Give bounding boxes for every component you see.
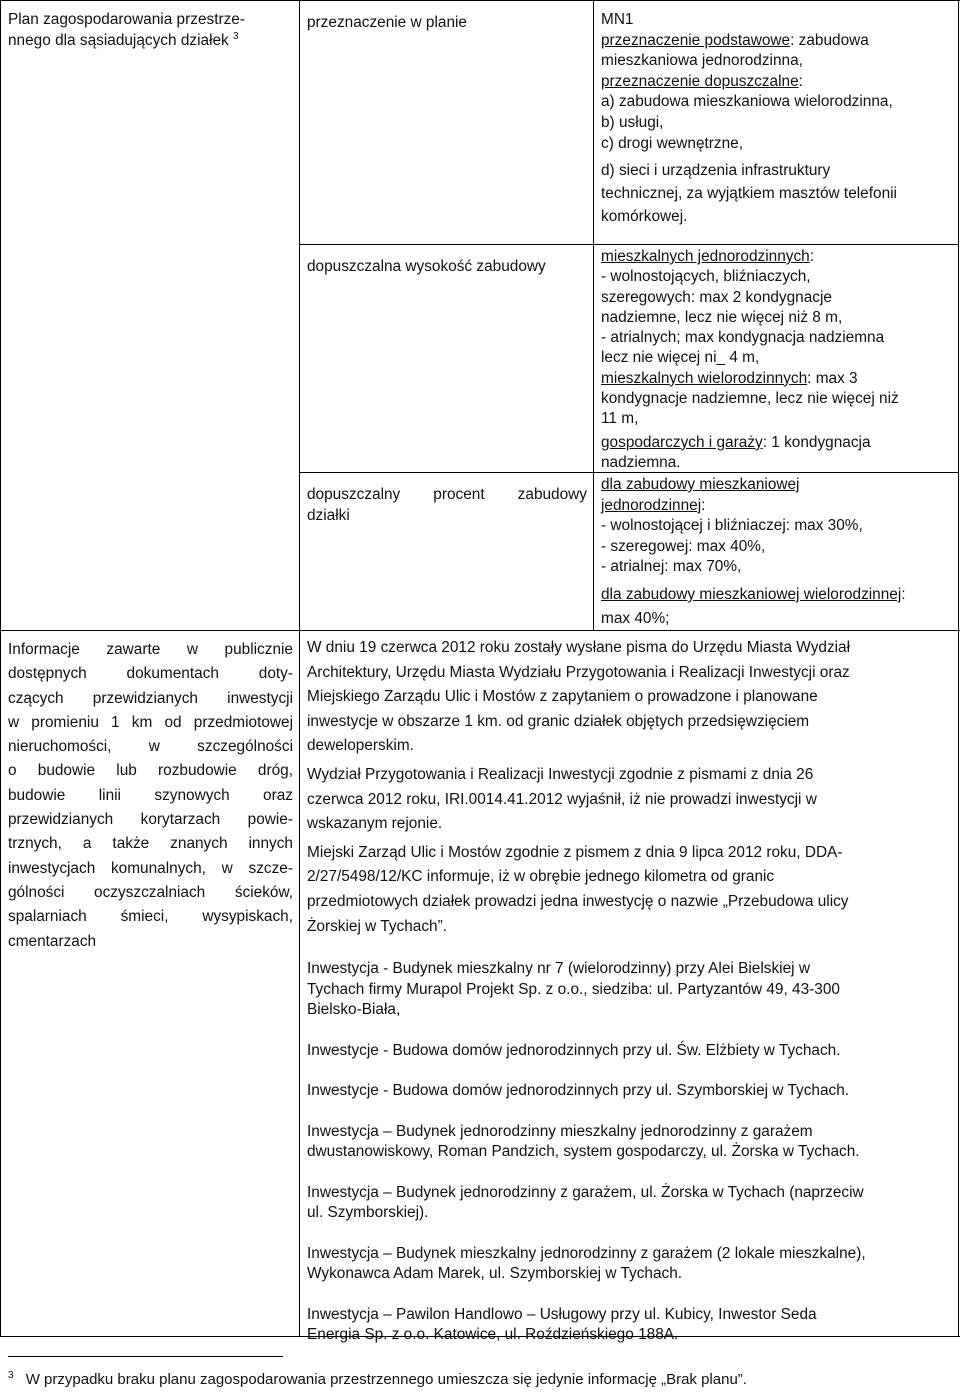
investments-info-label-line: gólności oczyszczalniach ścieków,	[8, 883, 293, 901]
investments-info-label-line: dostępnych dokumentach doty-	[8, 665, 293, 683]
coverage-multi-family-colon: :	[901, 585, 906, 603]
paragraph-mzuim-response-line: Miejski Zarząd Ulic i Mostów zgodnie z pismem z dnia 9 lipca 2012 roku, DDA-	[307, 843, 843, 861]
paragraph-mzuim-response-line: Żorskiej w Tychach”.	[307, 917, 447, 935]
investment-item-line: Inwestycja – Pawilon Handlowo – Usługowy przy ul. Kubicy, Inwestor Seda	[307, 1305, 817, 1323]
coverage-single-family	[601, 475, 957, 496]
height-line-8: nadziemna.	[601, 453, 681, 471]
footnote-separator	[8, 1356, 283, 1357]
height-label: dopuszczalna wysokość zabudowy	[307, 258, 546, 275]
coverage-line-4: max 40%;	[601, 609, 670, 627]
paragraph-letters-sent-line: Miejskiego Zarządu Ulic i Mostów z zapytaniem o prowadzone i planowane	[307, 688, 818, 706]
height-value	[601, 247, 956, 473]
height-line-6: kondygnacje nadziemne, lecz nie więcej niż	[601, 390, 899, 408]
investment-item	[307, 1041, 955, 1062]
zone-code: MN1	[601, 11, 634, 28]
coverage-value	[601, 475, 957, 631]
inner-column-divider	[593, 0, 594, 631]
investments-info-label-line: budowie linii szynowych oraz	[8, 786, 293, 804]
allowed-item-c: c) drogi wewnętrzne,	[601, 134, 743, 152]
footnote	[8, 1370, 953, 1391]
investments-info-label-line: spalarniach śmieci, wysypiskach,	[8, 908, 293, 926]
plan-title	[8, 10, 293, 51]
investments-info-label-line: nieruchomości, w szczególności	[8, 738, 293, 756]
plan-purpose-value	[601, 10, 956, 228]
height-line-3: nadziemne, lecz nie więcej niż 8 m,	[601, 308, 843, 326]
plan-title-text: nnego dla sąsiadujących działek	[8, 31, 229, 49]
height-multi-family-value: : max 3	[807, 369, 858, 387]
investment-item	[307, 1122, 955, 1163]
allowed-purpose-colon: :	[798, 72, 803, 90]
coverage-line-2: - szeregowej: max 40%,	[601, 537, 766, 555]
allowed-item-a: a) zabudowa mieszkaniowa wielorodzinna,	[601, 93, 893, 111]
allowed-item-d-line-3: komórkowej.	[601, 208, 688, 226]
footnote-ref: 3	[233, 30, 239, 42]
investment-item-line: dwustanowiskowy, Roman Pandzich, system gospodarczy, ul. Żorska w Tychach.	[307, 1143, 860, 1161]
investments-info-value	[307, 636, 955, 1366]
investments-info-label-line: czących przewidzianych inwestycji	[8, 689, 293, 707]
allowed-item-d: d) sieci i urządzenia infrastruktury	[601, 162, 831, 180]
investment-item	[307, 1081, 955, 1102]
investments-info-label-line: trznych, a także znanych innych	[8, 835, 293, 853]
height-garages-value: : 1 kondygnacja	[762, 433, 871, 451]
investment-item-line: Inwestycje - Budowa domów jednorodzinnych przy ul. Szymborskiej w Tychach.	[307, 1082, 850, 1100]
paragraph-letters-sent-line: Architektury, Urzędu Miasta Wydziału Przygotowania i Realizacji Inwestycji oraz	[307, 663, 850, 681]
allowed-item-b: b) usługi,	[601, 113, 664, 131]
investments-info-label-line: inwestycjach komunalnych, w szcze-	[8, 859, 293, 877]
paragraph-mzuim-response	[307, 841, 955, 939]
height-line-7: 11 m,	[601, 410, 639, 428]
plan-title-line-2	[8, 31, 293, 52]
coverage-line-3: - atrialnej: max 70%,	[601, 558, 742, 576]
investment-item-line: Inwestycja – Budynek mieszkalny jednorodzinny z garażem (2 lokale mieszkalne),	[307, 1244, 866, 1262]
allowed-item-d-line-2: technicznej, za wyjątkiem masztów telefonii	[601, 185, 897, 203]
investment-item-line: ul. Szymborskiej).	[307, 1204, 429, 1222]
height-garages-label: gospodarczych i garaży	[601, 433, 763, 451]
investment-item	[307, 1244, 955, 1285]
coverage-single-family-label: dla zabudowy mieszkaniowej	[601, 476, 800, 493]
height-line-2: szeregowych: max 2 kondygnacje	[601, 288, 832, 306]
coverage-multi-family-label: dla zabudowy mieszkaniowej wielorodzinnej	[601, 585, 902, 603]
investment-item	[307, 1183, 955, 1224]
coverage-label-line-1: dopuszczalny procent zabudowy	[307, 486, 587, 503]
height-single-family	[601, 247, 956, 267]
column-divider	[299, 0, 300, 1337]
table-border-left	[0, 0, 1, 1337]
coverage-label-line-2: działki	[307, 506, 350, 524]
footnote-text: W przypadku braku planu zagospodarowania przestrzennego umieszcza się jedynie informację „Brak planu”.	[25, 1371, 747, 1388]
coverage-multi-family	[601, 583, 957, 607]
height-garages	[601, 433, 956, 453]
paragraph-iri-response-line: czerwca 2012 roku, IRI.0014.41.2012 wyjaśnił, iż nie prowadzi inwestycji w	[307, 790, 817, 808]
coverage-label	[307, 485, 587, 526]
investment-item-line: Inwestycja – Budynek jednorodzinny mieszkalny jednorodzinny z garażem	[307, 1122, 813, 1140]
height-single-family-label: mieszkalnych jednorodzinnych	[601, 248, 810, 265]
primary-purpose-label: przeznaczenie podstawowe	[601, 31, 791, 49]
paragraph-iri-response	[307, 763, 955, 837]
investment-item-line: Bielsko-Biała,	[307, 1001, 401, 1019]
table-border-top	[0, 0, 960, 1]
height-line-5: lecz nie więcej ni_ 4 m,	[601, 349, 760, 367]
paragraph-letters-sent-line: inwestycje w obszarze 1 km. od granic działek objętych przedsięwzięciem	[307, 712, 810, 730]
investment-item-line: Inwestycje - Budowa domów jednorodzinnych przy ul. Św. Elżbiety w Tychach.	[307, 1041, 841, 1059]
inner-row-divider-1	[299, 244, 959, 245]
primary-purpose-value: : zabudowa	[790, 31, 869, 49]
investment-item-line: Wykonawca Adam Marek, ul. Szymborskiej w Tychach.	[307, 1265, 683, 1283]
height-line-1: - wolnostojących, bliźniaczych,	[601, 268, 811, 286]
investments-info-label-line: cmentarzach	[8, 932, 97, 950]
paragraph-letters-sent-line: W dniu 19 czerwca 2012 roku zostały wysłane pisma do Urzędu Miasta Wydział	[307, 639, 851, 656]
paragraph-letters-sent-line: deweloperskim.	[307, 737, 414, 755]
investments-info-label-line: w promieniu 1 km od przedmiotowej	[8, 713, 293, 731]
allowed-purpose	[601, 72, 956, 93]
height-single-family-colon: :	[809, 248, 815, 265]
investments-info-label-line: Informacje zawarte w publicznie	[8, 641, 293, 658]
plan-purpose-label: przeznaczenie w planie	[307, 14, 467, 31]
investment-item-line: Tychach firmy Murapol Projekt Sp. z o.o., siedziba: ul. Partyzantów 49, 43-300	[307, 980, 840, 998]
investments-info-label-line: o budowie lub rozbudowie dróg,	[8, 762, 293, 780]
coverage-single-family-colon: :	[701, 496, 706, 514]
investment-item-line: Inwestycja - Budynek mieszkalny nr 7 (wielorodzinny) przy Alei Bielskiej w	[307, 960, 810, 978]
investment-item	[307, 1305, 955, 1346]
paragraph-mzuim-response-line: przedmiotowych działek prowadzi jedna inwestycję o nazwie „Przebudowa ulicy	[307, 892, 849, 910]
primary-purpose	[601, 31, 956, 52]
paragraph-iri-response-line: Wydział Przygotowania i Realizacji Inwestycji zgodnie z pismami z dnia 26	[307, 765, 814, 783]
investment-item	[307, 959, 955, 1021]
plan-title-line-1: Plan zagospodarowania przestrze-	[8, 11, 245, 28]
table-border-right	[958, 0, 959, 1337]
investment-item-line: Energia Sp. z o.o. Katowice, ul. Roździeńskiego 188A.	[307, 1326, 679, 1344]
coverage-line-1: - wolnostojącej i bliźniaczej: max 30%,	[601, 517, 863, 535]
height-multi-family-label: mieszkalnych wielorodzinnych	[601, 369, 808, 387]
investments-info-label-line: przewidzianych korytarzach powie-	[8, 811, 293, 829]
primary-purpose-line-2: mieszkaniowa jednorodzinna,	[601, 52, 803, 70]
investments-info-label	[8, 638, 293, 954]
coverage-single-family-2	[601, 496, 957, 517]
investment-item-line: Inwestycja – Budynek jednorodzinny z garażem, ul. Żorska w Tychach (naprzeciw	[307, 1183, 864, 1201]
allowed-purpose-label: przeznaczenie dopuszczalne	[601, 72, 799, 90]
height-line-4: - atrialnych; max kondygnacja nadziemna	[601, 329, 885, 347]
coverage-single-family-label-2: jednorodzinnej	[601, 496, 702, 514]
footnote-mark: 3	[8, 1370, 14, 1381]
paragraph-iri-response-line: wskazanym rejonie.	[307, 815, 443, 833]
paragraph-letters-sent	[307, 636, 955, 759]
paragraph-mzuim-response-line: 2/27/5498/12/KC informuje, iż w obrębie jednego kilometra od granic	[307, 868, 775, 886]
height-multi-family	[601, 369, 956, 389]
